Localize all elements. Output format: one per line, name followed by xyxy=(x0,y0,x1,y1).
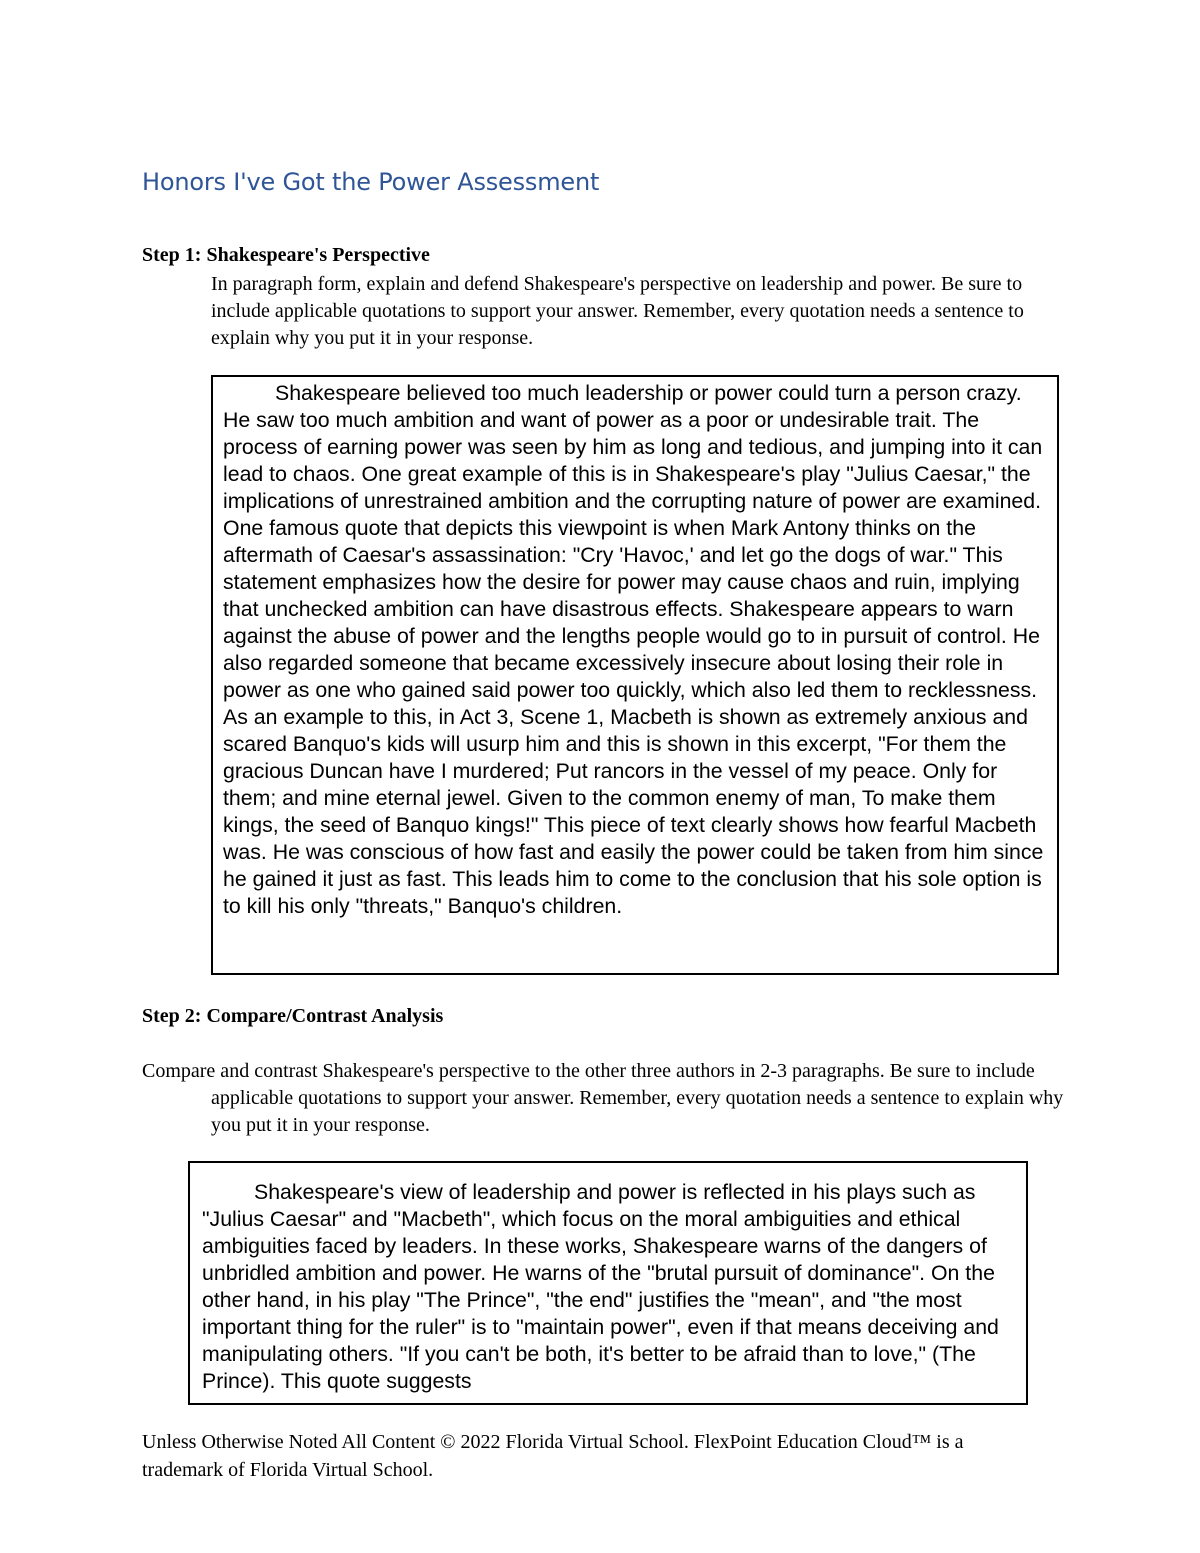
step1-heading: Step 1: Shakespeare's Perspective xyxy=(142,244,430,266)
copyright-footer: Unless Otherwise Noted All Content © 2022 Florida Virtual School. FlexPoint Education Cloud™ is a trademark of Florida Virtual School. xyxy=(142,1431,964,1481)
step1-response-box[interactable] xyxy=(211,375,1059,975)
step1-response-text: Shakespeare believed too much leadership or power could turn a person crazy. He saw too much ambition and want of power as a poor or undesirable trait. The process of earning power was seen by him as long and tedious, and jumping into it can lead to chaos. One great example of this is in Shakespeare's play "Julius Caesar," the implications of unrestrained ambition and the corrupting nature of power are examined. One famous quote that depicts this viewpoint is when Mark Antony thinks on the aftermath of Caesar's assassination: "Cry 'Havoc,' and let go the dogs of war." This statement emphasizes how the desire for power may cause chaos and ruin, implying that unchecked ambition can have disastrous effects. Shakespeare appears to warn against the abuse of power and the lengths people would go to in pursuit of control. He also regarded someone that became excessively insecure about losing their role in power as one who gained said power too quickly, which also led them to recklessness. As an example to this, in Act 3, Scene 1, Macbeth is shown as extremely anxious and scared Banquo's kids will usurp him and this is shown in this excerpt, "For them the gracious Duncan have I murdered; Put rancors in the vessel of my peace. Only for them; and mine eternal jewel. Given to the common enemy of man, To make them kings, the seed of Banquo kings!" This piece of text clearly shows how fearful Macbeth was. He was conscious of how fast and easily the power could be taken from him since he gained it just as fast. This leads him to come to the conclusion that his sole option is to kill his only "threats," Banquo's children. xyxy=(223,381,1044,918)
step2-heading: Step 2: Compare/Contrast Analysis xyxy=(142,1005,444,1027)
step2-response-text: Shakespeare's view of leadership and power is reflected in his plays such as "Julius Caesar" and "Macbeth", which focus on the moral ambiguities and ethical ambiguities faced by leaders. In these works, Shakespeare warns of the dangers of unbridled ambition and power. He warns of the "brutal pursuit of dominance". On the other hand, in his play "The Prince", "the end" justifies the "mean", and "the most important thing for the ruler" is to "maintain power", even if that means deceiving and manipulating others. "If you can't be both, it's better to be afraid than to love," (The Prince). This quote suggests xyxy=(202,1180,999,1393)
step2-instructions: Compare and contrast Shakespeare's perspective to the other three authors in 2-3 paragraphs. Be sure to include applicable quotations to support your answer. Remember, every quotation needs a sentence to explain why you put it in your response. xyxy=(142,1060,1064,1136)
step1-instructions: In paragraph form, explain and defend Shakespeare's perspective on leadership and power. Be sure to include applicable quotations to support your answer. Remember, every quotation needs a sentence to explain why you put it in your response. xyxy=(211,273,1024,349)
step2-response-box[interactable] xyxy=(188,1161,1028,1405)
page-title: Honors I've Got the Power Assessment xyxy=(142,168,600,196)
